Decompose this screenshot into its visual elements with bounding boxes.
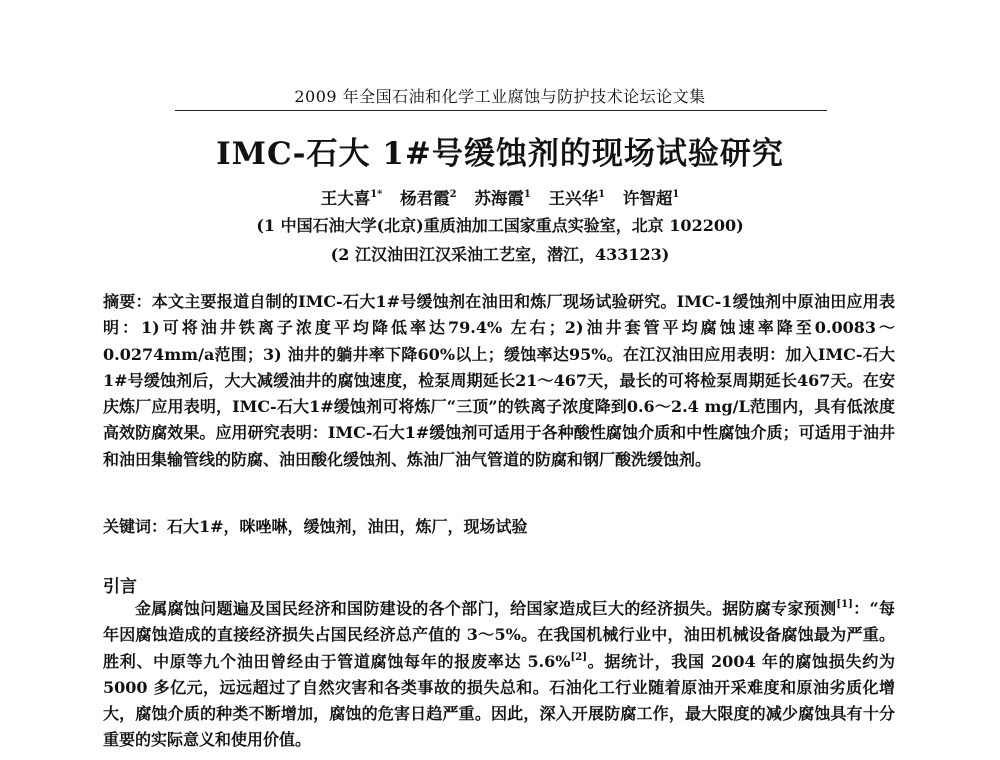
citation-ref-1[interactable]: [1] (836, 599, 853, 610)
abstract: 摘要：本文主要报道自制的IMC-石大1#号缓蚀剂在油田和炼厂现场试验研究。IMC-1缓蚀剂中原油田应用表明：1)可将油井铁离子浓度平均降低率达79.4% 左右；2)油井套管平均腐蚀速率降至0.0083～0.0274mm/a范围；3) 油井的躺井率下降60%以上；缓蚀率达95%。在江汉油田应用表明：加入IMC-石大1#号缓蚀剂后，大大减缓油井的腐蚀速度，检泵周期延长21～467天，最长的可将检泵周期延长467天。在安庆炼厂应用表明，IMC-石大1#缓蚀剂可将炼厂“三顶”的铁离子浓度降到0.6～2.4 mg/L范围内，具有低浓度高效防腐效果。应用研究表明：IMC-石大1#缓蚀剂可适用于各种酸性腐蚀介质和中性腐蚀介质；可适用于油井和油田集输管线的防腐、油田酸化缓蚀剂、炼油厂油气管道的防腐和钢厂酸洗缓蚀剂。 (103, 292, 895, 469)
author-mark: 2 (449, 189, 457, 200)
author (474, 189, 530, 208)
author-name: 杨君霞 (400, 189, 450, 208)
author (400, 189, 456, 208)
author-mark: 1 (598, 189, 606, 200)
running-header: 2009 年全国石油和化学工业腐蚀与防护技术论坛论文集 (294, 87, 706, 106)
intro-text-2: ：“每年因腐蚀造成的直接经济损失占国民经济总产值的 3～5%。在我国机械行业中，油田机械设备腐蚀最为严重。胜利、中原等九个油田曾经由于管道腐蚀每年的报废率达 5.6% (103, 599, 895, 671)
keywords: 关键词：石大1#，咪唑啉，缓蚀剂，油田，炼厂，现场试验 (103, 517, 528, 536)
author (549, 189, 605, 208)
section-heading-intro: 引言 (103, 577, 137, 597)
affiliation-2: (2 江汉油田江汉采油工艺室，潜江，433123) (330, 245, 670, 264)
author-name: 许智超 (622, 189, 673, 208)
intro-text-1: 金属腐蚀问题遍及国民经济和国防建设的各个部门，给国家造成巨大的经济损失。据防腐专家预测 (135, 599, 837, 618)
author-mark: 1* (370, 189, 383, 200)
author-name: 王兴华 (548, 189, 599, 208)
paper-title: IMC-石大 1#号缓蚀剂的现场试验研究 (216, 136, 784, 172)
author-list (0, 185, 1000, 209)
author-mark: 1 (672, 189, 680, 200)
author-name: 苏海霞 (474, 189, 524, 208)
header-rule (175, 110, 827, 111)
author (321, 189, 383, 208)
affiliation-1: (1 中国石油大学(北京)重质油加工国家重点实验室，北京 102200) (256, 216, 744, 235)
author-name: 王大喜 (320, 189, 371, 208)
intro-text-3: 。据统计，我国 2004 年的腐蚀损失约为 5000 多亿元，远远超过了自然灾害和各类事故的损失总和。石油化工行业随着原油开采难度和原油劣质化增大，腐蚀介质的种类不断增加，腐蚀的危害日趋严重。因此，深入开展防腐工作，最大限度的减少腐蚀具有十分重要的实际意义和使用价值。 (103, 651, 895, 750)
author (623, 189, 679, 208)
intro-paragraph (103, 596, 895, 754)
citation-ref-2[interactable]: [2] (570, 651, 587, 663)
author-mark: 1 (523, 189, 531, 200)
